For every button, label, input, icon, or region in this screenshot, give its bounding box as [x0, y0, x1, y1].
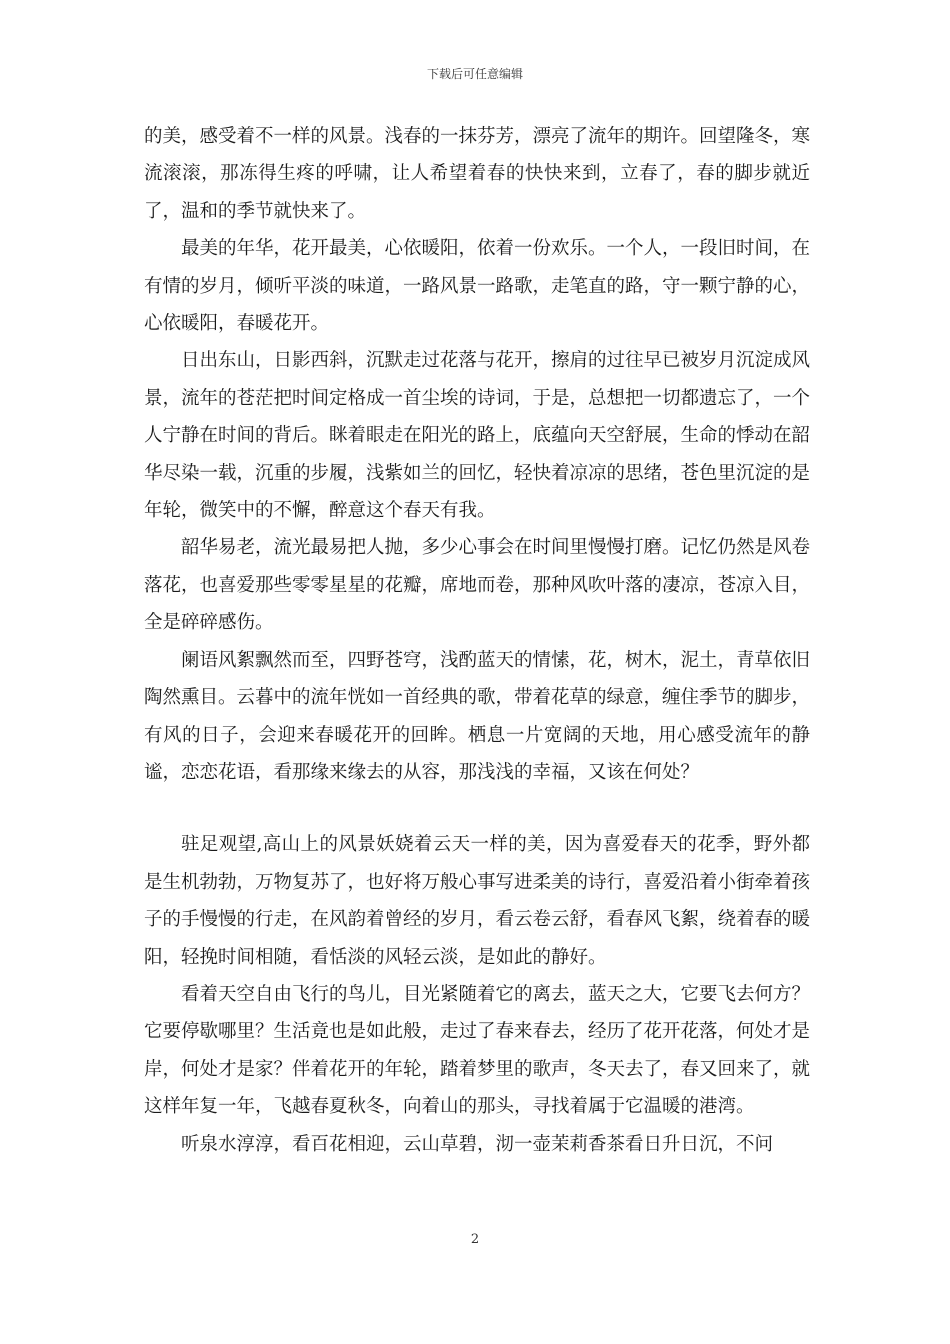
page-number: 2 — [470, 1232, 480, 1247]
paragraph: 最美的年华，花开最美，心依暖阳，依着一份欢乐。一个人，一段旧时间，在有情的岁月，倾听平淡的味道，一路风景一路歌，走笔直的路，守一颗宁静的心，心依暖阳，春暖花开。 — [144, 238, 811, 335]
paragraph: 阑语风絮飘然而至，四野苍穹，浅酌蓝天的情愫，花，树木，泥土，青草依旧陶然熏目。云暮中的流年恍如一首经典的歌，带着花草的绿意，缠住季节的脚步，有风的日子，会迎来春暖花开的回眸。栖息一片宽阔的天地，用心感受流年的静谧，恋恋花语，看那缘来缘去的从容，那浅浅的幸福，又该在何处？ — [144, 649, 811, 783]
page-header: 下载后可任意编辑 — [426, 67, 523, 81]
paragraph: 驻足观望,高山上的风景妖娆着云天一样的美，因为喜爱春天的花季，野外都是生机勃勃，万物复苏了，也好将万般心事写进柔美的诗行，喜爱沿着小街牵着孩子的手慢慢的行走，在风韵着曾经的岁月，看云卷云舒，看春风飞絮，绕着春的暖阳，轻挽时间相随，看恬淡的风轻云淡，是如此的静好。 — [144, 834, 811, 968]
paragraph: 的美，感受着不一样的风景。浅春的一抹芬芳，漂亮了流年的期许。回望隆冬，寒流滚滚，那冻得生疼的呼啸，让人希望着春的快快来到，立春了，春的脚步就近了，温和的季节就快来了。 — [144, 126, 811, 222]
paragraph: 日出东山，日影西斜，沉默走过花落与花开，擦肩的过往早已被岁月沉淀成风景，流年的苍茫把时间定格成一首尘埃的诗词，于是，总想把一切都遗忘了，一个人宁静在时间的背后。眯着眼走在阳光的路上，底蕴向天空舒展，生命的悸动在韶华尽染一载，沉重的步履，浅紫如兰的回忆，轻快着凉凉的思绪，苍色里沉淀的是年轮，微笑中的不懈，醉意这个春天有我。 — [144, 350, 811, 522]
paragraph: 韶华易老，流光最易把人抛，多少心事会在时间里慢慢打磨。记忆仍然是风卷落花，也喜爱那些零零星星的花瓣，席地而卷，那种风吹叶落的凄凉，苍凉入目，全是碎碎感伤。 — [144, 537, 811, 634]
paragraph: 听泉水淳淳，看百花相迎，云山草碧，沏一壶茉莉香茶看日升日沉，不问 — [181, 1133, 774, 1155]
paragraph: 看着天空自由飞行的鸟儿，目光紧随着它的离去，蓝天之大，它要飞去何方？它要停歇哪里？生活竟也是如此般，走过了春来春去，经历了花开花落，何处才是岸，何处才是家？伴着花开的年轮，踏着梦里的歌声，冬天去了，春又回来了，就这样年复一年，飞越春夏秋冬，向着山的那头，寻找着属于它温暖的港湾。 — [144, 983, 811, 1118]
document-body — [144, 118, 810, 1163]
